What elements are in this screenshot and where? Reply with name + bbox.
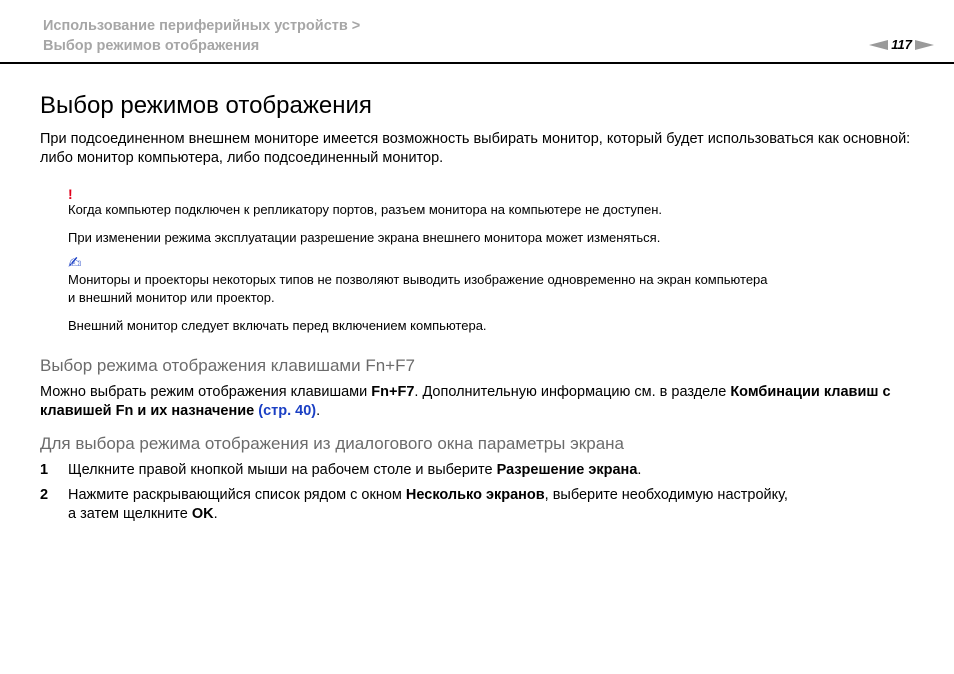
list-item: [40, 461, 920, 480]
page-title: Выбор режимов отображения: [40, 92, 372, 119]
page-content: [40, 90, 920, 530]
note-block: [68, 257, 920, 335]
note-text-1: [68, 271, 920, 307]
ui-term: Разрешение экрана: [496, 462, 638, 478]
ui-term: OK: [191, 506, 214, 522]
breadcrumb: [43, 16, 360, 56]
warning-text-1: Когда компьютер подключен к репликатору портов, разъем монитора на компьютере не доступен.: [68, 202, 662, 217]
previous-page-arrow-icon[interactable]: [869, 40, 888, 50]
step-number: 2: [40, 487, 49, 503]
page-navigation: [869, 37, 934, 52]
page-link[interactable]: (стр. 40): [258, 403, 317, 419]
key-combo: Fn+F7: [371, 384, 415, 400]
para-text: Можно выбрать режим отображения клавишами: [40, 384, 372, 400]
section-fn-f7-paragraph: Можно выбрать режим отображения клавишами Fn+F7. Дополнительную информацию см. в разделе Комбинации клавиш с клавишей Fn и их назначение (стр. 40).: [40, 384, 891, 419]
header-divider: [0, 62, 954, 64]
breadcrumb-parent[interactable]: Использование периферийных устройств >: [43, 18, 361, 34]
step-number: 1: [40, 462, 49, 478]
page-number: 117: [891, 37, 912, 52]
note-text-2: Внешний монитор следует включать перед включением компьютера.: [68, 318, 487, 333]
note-pencil-icon: ✍: [68, 255, 82, 272]
section-heading-dialog: Для выбора режима отображения из диалогового окна параметры экрана: [40, 434, 624, 453]
ui-term: Несколько экранов: [405, 487, 545, 503]
list-item: [40, 486, 920, 524]
note-text-1a: Мониторы и проекторы некоторых типов не позволяют выводить изображение одновременно на экран компьютера: [68, 272, 768, 287]
next-page-arrow-icon[interactable]: [915, 40, 934, 50]
section-heading-fn-f7: Выбор режима отображения клавишами Fn+F7: [40, 356, 415, 375]
step-text: Нажмите раскрывающийся список рядом с окном Несколько экранов, выберите необходимую настройку, а затем щелкните OK.: [68, 487, 788, 522]
section-reference: Комбинации клавиш с клавишей Fn и их назначение: [40, 384, 891, 419]
warning-block: [68, 187, 920, 247]
steps-list: [40, 461, 920, 524]
warning-text-2: При изменении режима эксплуатации разрешение экрана внешнего монитора может изменяться.: [68, 230, 661, 245]
intro-paragraph: При подсоединенном внешнем мониторе имеется возможность выбирать монитор, который будет использоваться как основной: либо монитор компьютера, либо подсоединенный монитор.: [40, 131, 911, 166]
note-text-1b: и внешний монитор или проектор.: [68, 290, 275, 305]
para-text: . Дополнительную информацию см. в разделе: [414, 384, 731, 400]
warning-icon: !: [68, 186, 73, 202]
breadcrumb-current: Выбор режимов отображения: [43, 38, 260, 54]
step-text: Щелкните правой кнопкой мыши на рабочем столе и выберите Разрешение экрана.: [68, 462, 642, 478]
